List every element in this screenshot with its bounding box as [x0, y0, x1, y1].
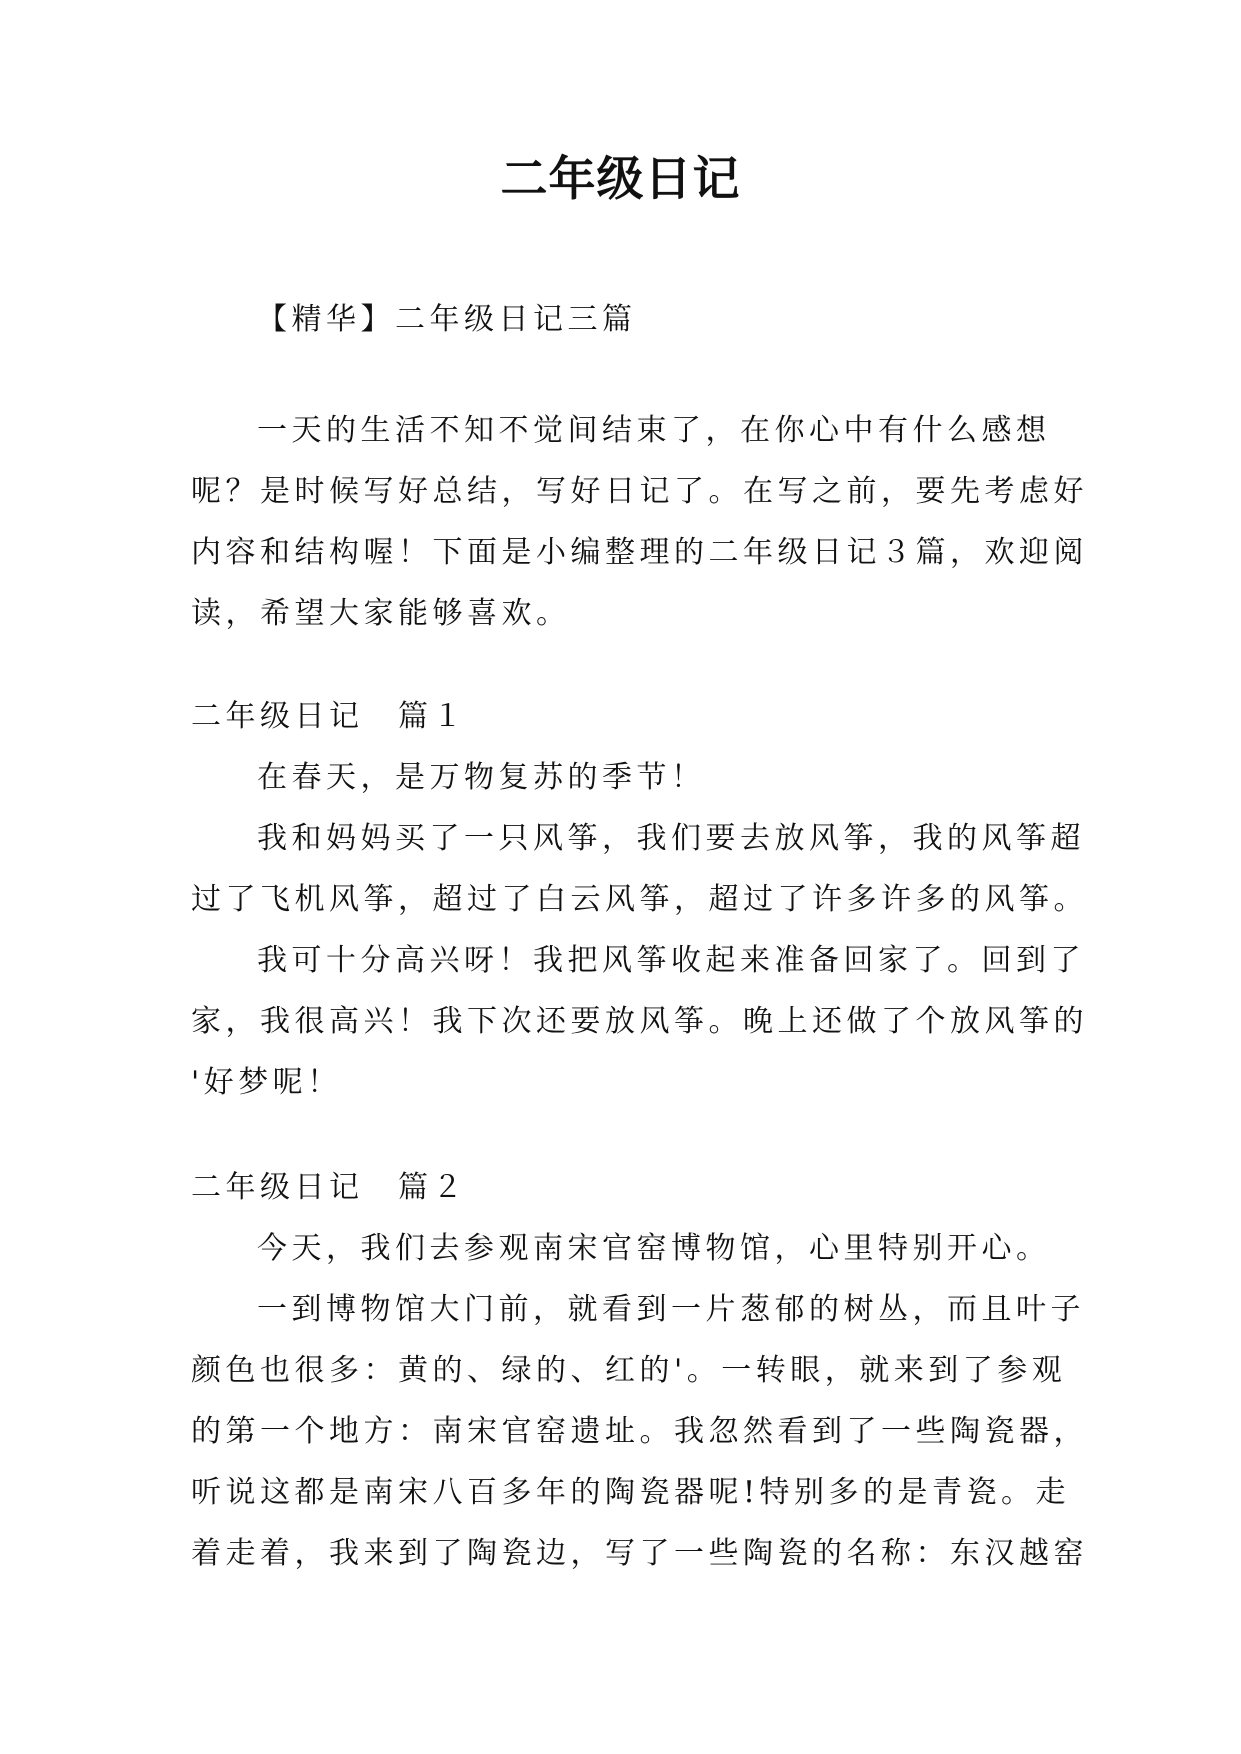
intro-line: 读，希望大家能够喜欢。: [191, 596, 571, 631]
section-line: 今天，我们去参观南宋官窑博物馆，心里特别开心。: [257, 1231, 1051, 1266]
section-line: 我和妈妈买了一只风筝，我们要去放风筝，我的风筝超: [257, 821, 1085, 856]
section-line: 在春天，是万物复苏的季节！: [257, 760, 706, 795]
section-line: 我可十分高兴呀！我把风筝收起来准备回家了。回到了: [257, 943, 1085, 978]
intro-line: 内容和结构喔！下面是小编整理的二年级日记３篇，欢迎阅: [191, 535, 1088, 570]
section-line: 着走着，我来到了陶瓷边，写了一些陶瓷的名称：东汉越窑: [191, 1536, 1088, 1571]
section-line: 听说这都是南宋八百多年的陶瓷器呢!特别多的是青瓷。走: [191, 1475, 1071, 1510]
section-line: 过了飞机风筝，超过了白云风筝，超过了许多许多的风筝。: [191, 882, 1088, 917]
intro-line: 呢？是时候写好总结，写好日记了。在写之前，要先考虑好: [191, 474, 1088, 509]
diary-section-1: [191, 686, 1088, 1113]
document-title: 二年级日记: [500, 152, 741, 207]
section-heading: 二年级日记 篇１: [191, 699, 467, 734]
diary-section-2: [191, 1157, 1088, 1584]
section-line: 颜色也很多：黄的、绿的、红的'。一转眼，就来到了参观: [191, 1353, 1067, 1388]
intro-paragraph: [191, 400, 1088, 644]
section-line: 的第一个地方：南宋官窑遗址。我忽然看到了一些陶瓷器，: [191, 1414, 1088, 1449]
section-line: 家，我很高兴！我下次还要放风筝。晚上还做了个放风筝的: [191, 1004, 1088, 1039]
section-line: '好梦呢！: [191, 1065, 342, 1100]
section-line: 一到博物馆大门前，就看到一片葱郁的树丛，而且叶子: [257, 1292, 1085, 1327]
section-heading: 二年级日记 篇２: [191, 1170, 467, 1205]
document-subtitle: 【精华】二年级日记三篇: [257, 302, 637, 337]
intro-line: 一天的生活不知不觉间结束了，在你心中有什么感想: [257, 413, 1051, 448]
